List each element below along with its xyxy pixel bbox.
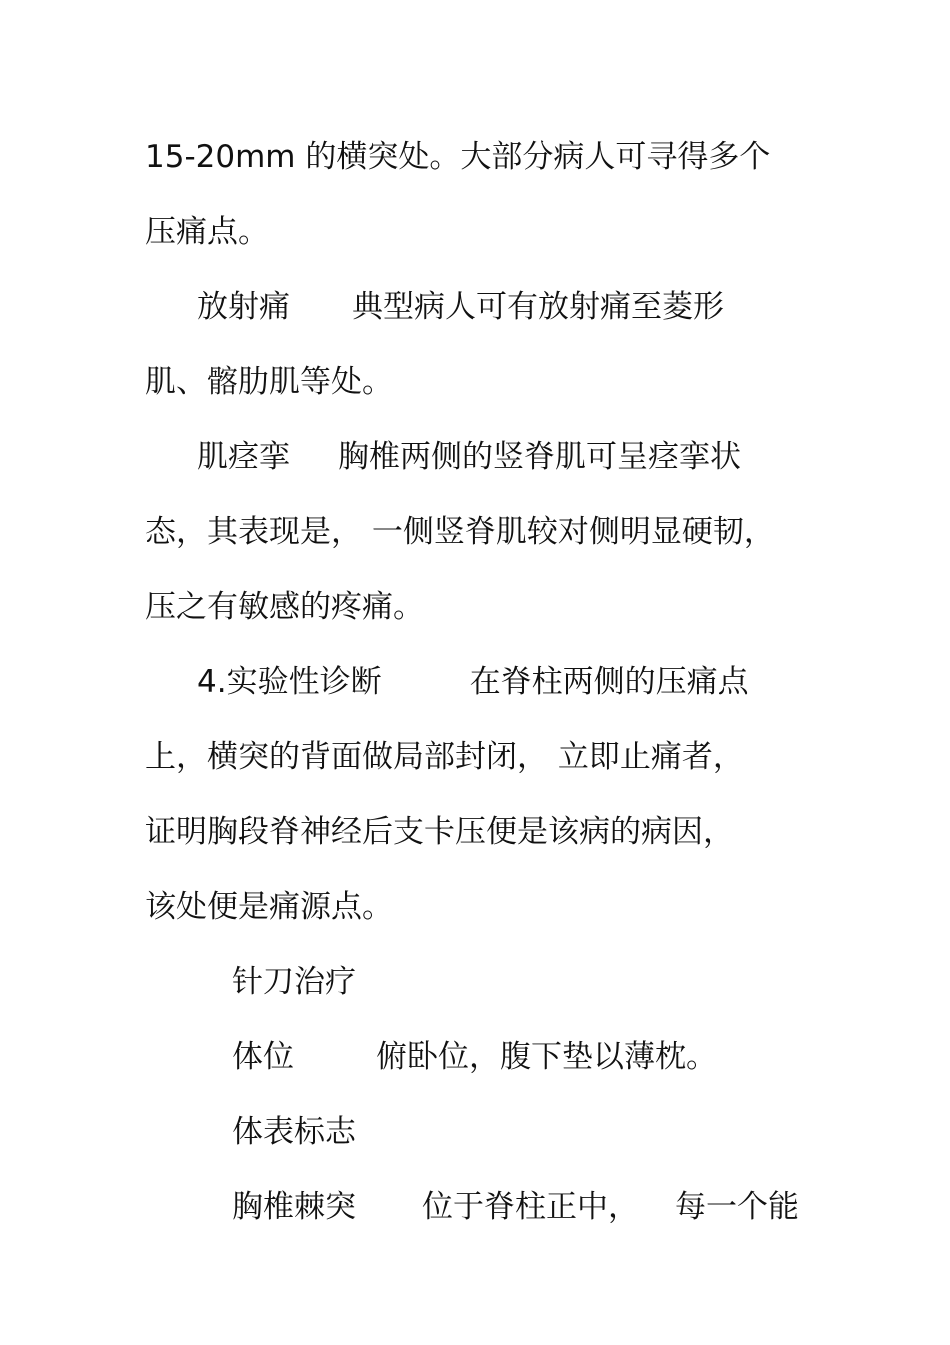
text-line-9: 上，横突的背面做局部封闭， 立即止痛者， — [145, 739, 744, 775]
text-muscle-spasm: 胸椎两侧的竖脊肌可呈痉挛状 — [338, 439, 741, 475]
text-line-4: 肌、髂肋肌等处。 — [145, 364, 393, 400]
text-position: 俯卧位，腹下垫以薄枕。 — [376, 1039, 717, 1075]
term-muscle-spasm: 肌痉挛 — [197, 439, 290, 475]
text-line-11: 该处便是痛源点。 — [145, 889, 393, 925]
section-heading-acupotomy: 针刀治疗 — [232, 964, 356, 1000]
text-line-thoracic-spinous — [232, 1187, 799, 1227]
text-line-position — [232, 1037, 717, 1077]
term-position: 体位 — [232, 1039, 294, 1075]
text-line-6: 态，其表现是， 一侧竖脊肌较对侧明显硬韧， — [145, 514, 775, 550]
text-line-2: 压痛点。 — [145, 214, 269, 250]
text-thoracic-spinous-a: 位于脊柱正中， — [422, 1189, 639, 1225]
term-experimental-diagnosis: 4.实验性诊断 — [197, 664, 382, 700]
text-line-muscle-spasm — [197, 437, 741, 477]
text-line-10: 证明胸段脊神经后支卡压便是该病的病因， — [145, 814, 734, 850]
text-thoracic-spinous-b: 每一个能 — [675, 1189, 799, 1225]
text-line-radiating-pain — [197, 287, 724, 327]
term-radiating-pain: 放射痛 — [197, 289, 290, 325]
text-line-experimental-diagnosis — [197, 662, 749, 702]
section-heading-surface-landmarks: 体表标志 — [232, 1114, 356, 1150]
text-line-7: 压之有敏感的疼痛。 — [145, 589, 424, 625]
term-thoracic-spinous: 胸椎棘突 — [232, 1189, 356, 1225]
text-radiating-pain: 典型病人可有放射痛至菱形 — [352, 289, 724, 325]
text-experimental-diagnosis: 在脊柱两侧的压痛点 — [469, 664, 749, 700]
text-line-1: 15-20mm 的横突处。大部分病人可寻得多个 — [145, 139, 771, 175]
